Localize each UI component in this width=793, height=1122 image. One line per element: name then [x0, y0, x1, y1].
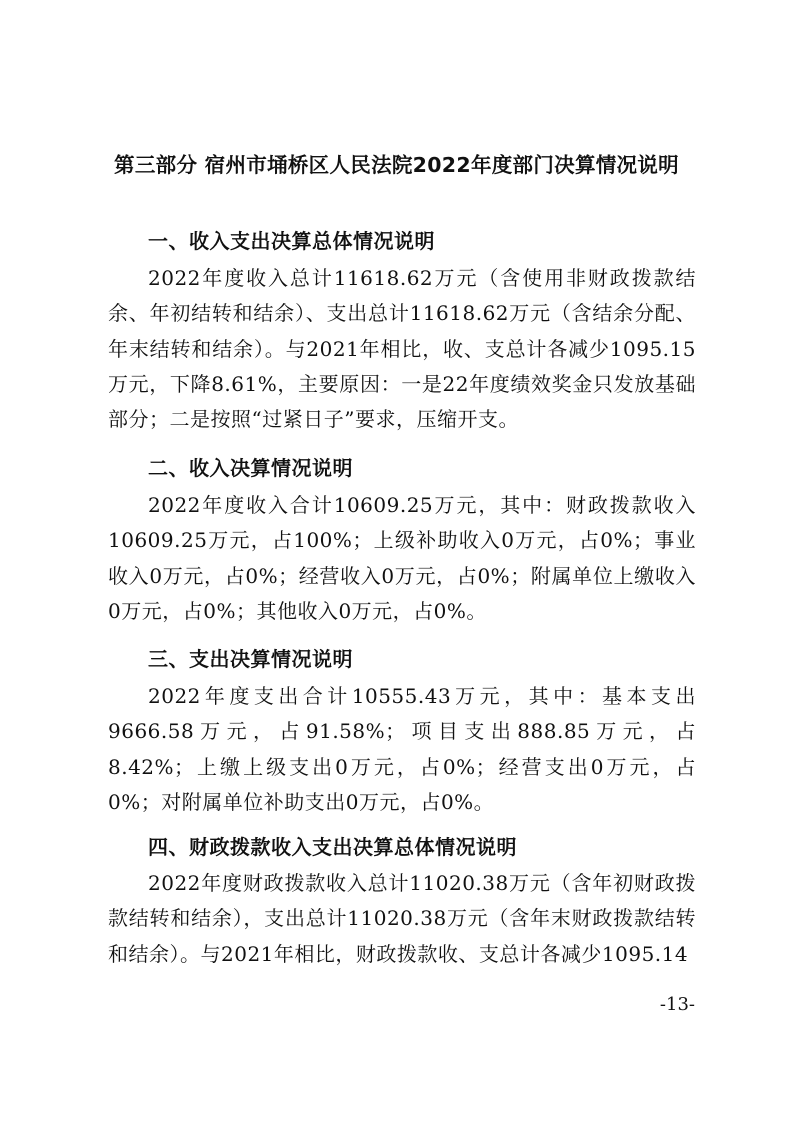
section-heading-4: 四、财政拨款收入支出决算总体情况说明	[148, 835, 517, 859]
section-paragraph-3: 2022年度支出合计10555.43万元，其中：基本支出9666.58万元，占91.58%；项目支出888.85万元，占8.42%；上缴上级支出0万元，占0%；经营支出0万元，占0%；对附属单位补助支出0万元，占0%。	[108, 684, 696, 814]
page-number: -13-	[659, 994, 695, 1015]
section-heading-3: 三、支出决算情况说明	[148, 647, 353, 671]
section-paragraph-2: 2022年度收入合计10609.25万元，其中：财政拨款收入10609.25万元，占100%；上级补助收入0万元，占0%；事业收入0万元，占0%；经营收入0万元，占0%；附属单位上缴收入0万元，占0%；其他收入0万元，占0%。	[108, 493, 696, 623]
section-heading-1: 一、收入支出决算总体情况说明	[148, 229, 435, 253]
section-paragraph-1: 2022年度收入总计11618.62万元（含使用非财政拨款结余、年初结转和结余）、支出总计11618.62万元（含结余分配、年末结转和结余）。与2021年相比，收、支总计各减少1095.15万元，下降8.61%，主要原因：一是22年度绩效奖金只发放基础部分；二是按照“过紧日子”要求，压缩开支。	[108, 266, 696, 432]
section-heading-2: 二、收入决算情况说明	[148, 456, 353, 480]
section-paragraph-4: 2022年度财政拨款收入总计11020.38万元（含年初财政拨款结转和结余），支出总计11020.38万元（含年末财政拨款结转和结余）。与2021年相比，财政拨款收、支总计各减少1095.14	[108, 871, 696, 966]
page-title: 第三部分 宿州市埇桥区人民法院2022年度部门决算情况说明	[114, 153, 679, 177]
